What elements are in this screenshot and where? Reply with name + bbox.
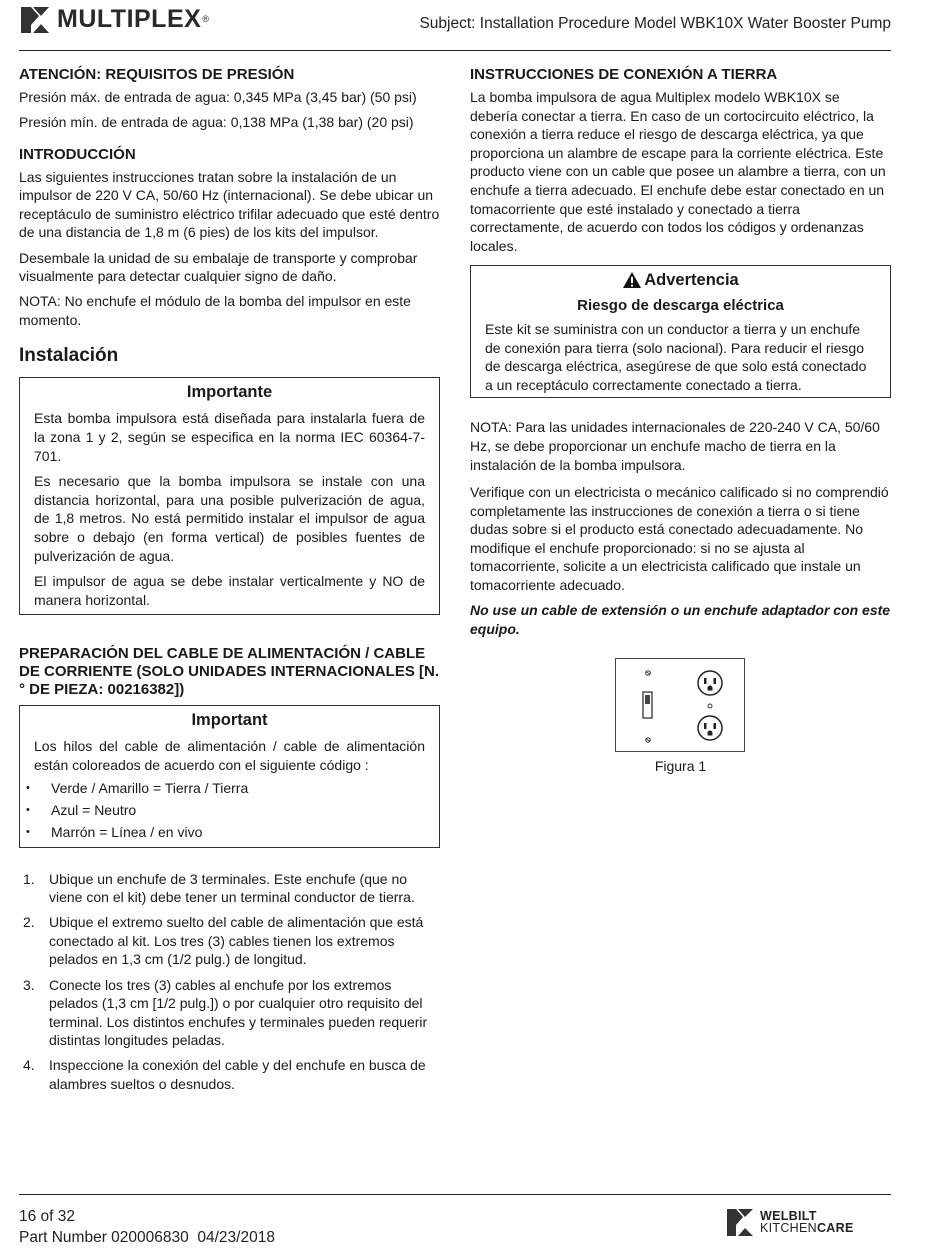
step-item (19, 913, 440, 969)
important-box (19, 377, 440, 615)
logo-line-2 (760, 1222, 854, 1235)
step-text: Inspeccione la conexión del cable y del enchufe en busca de alambres sueltos o desnudos. (49, 1057, 426, 1092)
footer-info (19, 1206, 275, 1248)
important-box-p2: Es necesario que la bomba impulsora se instale con una distancia horizontal, para una posible pulverización de agua, de 1,8 metros. No está permitido instalar el impulsor de agua sobre o debajo (en forma vertical) de posibles fuentes de pulverización de agua. (34, 473, 425, 564)
registered-mark: ® (202, 14, 209, 24)
brand-name: MULTIPLEX (57, 4, 202, 33)
warning-subtitle: Riesgo de descarga eléctrica (577, 297, 784, 315)
step-item (19, 1056, 440, 1093)
figure-caption: Figura 1 (654, 758, 707, 775)
step-number: 2. (23, 914, 35, 931)
wire-color-item: • Azul = Neutro (20, 801, 425, 820)
step-item (19, 870, 440, 907)
pressure-min: Presión mín. de entrada de agua: 0,138 MPa (1,38 bar) (20 psi) (19, 114, 414, 131)
warning-triangle-icon (622, 271, 642, 289)
intro-paragraph-1: Las siguientes instrucciones tratan sobre la instalación de un impulsor de 220 V CA, 50/60 Hz (internacional). Se debe ubicar un receptáculo de suministro eléctrico trifilar adecuado que esté dentro de una distancia de 1,8 m (6 pies) de los kits del impulsor. (19, 168, 440, 241)
part-number: Part Number 020006830 04/23/2018 (19, 1229, 275, 1246)
step-item (19, 976, 440, 1050)
warning-title-row (485, 269, 876, 291)
page-header (19, 0, 891, 51)
welbilt-logo-text (760, 1210, 854, 1235)
intro-heading: INTRODUCCIÓN (19, 145, 136, 163)
important-box-2-p1: Los hilos del cable de alimentación / cable de alimentación están coloreados de acuerdo con el siguiente código : (34, 738, 425, 773)
intro-paragraph-2: Desembale la unidad de su embalaje de transporte y comprobar visualmente para detectar cualquier signo de daño. (19, 249, 418, 285)
steps-list (19, 870, 440, 1094)
step-number: 1. (23, 870, 35, 887)
important-box-p3: El impulsor de agua se debe instalar verticalmente y NO de manera horizontal. (34, 573, 425, 608)
cable-heading: PREPARACIÓN DEL CABLE DE ALIMENTACIÓN / CABLE DE CORRIENTE (SOLO UNIDADES INTERNACIONALES [N.° DE PIEZA: 00216382]) (19, 645, 440, 699)
warning-box (470, 265, 891, 398)
ground-paragraph: La bomba impulsora de agua Multiplex modelo WBK10X se debería conectar a tierra. En caso de un cortocircuito eléctrico, la conexión a tierra reduce el riesgo de descarga eléctrica, ya que proporciona un alambre de escape para la corriente eléctrica. Este producto viene con un cable que posee un alambre a tierra, con un enchufe a tierra adecuado. El enchufe debe estar conectado en un tomacorriente que esté instalado y conectado a tierra correctamente, de acuerdo con todos los códigos y ordenanzas locales. (470, 89, 886, 254)
outlet-plate-icon (616, 659, 744, 751)
step-text: Conecte los tres (3) cables al enchufe por los extremos pelados (1,3 cm [1/2 pulg.]) o por cualquier otro requisito del terminal. Los distintos enchufes y terminales pueden requerir distintas longitudes peladas. (49, 976, 428, 1049)
step-text: Ubique el extremo suelto del cable de alimentación que está conectado al kit. Los tres (3) cables tienen los extremos pelados en 1,3 cm (1/2 pulg.) de longitud. (49, 914, 424, 968)
extension-warning: No use un cable de extensión o un enchufe adaptador con este equipo. (470, 602, 891, 637)
intro-note: NOTA: No enchufe el módulo de la bomba del impulsor en este momento. (19, 293, 411, 328)
step-text: Ubique un enchufe de 3 terminales. Este enchufe (que no viene con el kit) debe tener un terminal conductor de tierra. (49, 870, 415, 906)
international-note: NOTA: Para las unidades internacionales de 220-240 V CA, 50/60 Hz, se debe proporcionar un enchufe macho de tierra en la instalación de la bomba impulsora. (470, 419, 880, 473)
pressure-max: Presión máx. de entrada de agua: 0,345 MPa (3,45 bar) (50 psi) (19, 89, 417, 105)
important-box-2-title: Important (191, 711, 268, 730)
footer-rule (19, 1194, 891, 1195)
wire-color-list (20, 779, 425, 842)
wire-color-item: • Verde / Amarillo = Tierra / Tierra (20, 779, 425, 798)
step-number: 3. (23, 976, 35, 993)
pressure-heading: ATENCIÓN: REQUISITOS DE PRESIÓN (19, 66, 295, 83)
important-box-2 (19, 705, 440, 847)
warning-text: Este kit se suministra con un conductor a tierra y un enchufe de conexión para tierra (solo nacional). Para reducir el riesgo de descarga eléctrica, asegúrese de que solo está conectado a un receptáculo correctamente conectado a tierra. (485, 320, 867, 393)
document-subject: Subject: Installation Procedure Model WBK10X Water Booster Pump (419, 15, 891, 32)
wire-color-item: • Marrón = Línea / en vivo (20, 823, 425, 842)
right-column (470, 66, 891, 776)
multiplex-logo-icon (19, 3, 51, 35)
warning-title: Advertencia (644, 271, 739, 290)
step-number: 4. (23, 1057, 35, 1074)
verify-paragraph: Verifique con un electricista o mecánico calificado si no comprendió completamente las instrucciones de conexión a tierra o si tiene dudas sobre si el producto está conectado adecuadamente. No modifique el enchufe proporcionado: si no se ajusta al tomacorriente, solicite a un electricista calificado que instale un tomacorriente adecuado. (470, 484, 889, 594)
left-column (19, 66, 440, 1100)
important-box-title: Importante (186, 383, 273, 402)
logo-line-2a: KITCHEN (760, 1221, 817, 1235)
logo-line-2b: CARE (816, 1221, 854, 1235)
outlet-figure (615, 658, 745, 752)
page-number: 16 of 32 (19, 1208, 76, 1225)
ground-heading: INSTRUCCIONES DE CONEXIÓN A TIERRA (470, 66, 778, 83)
installation-heading: Instalación (19, 345, 119, 367)
important-box-p1: Esta bomba impulsora está diseñada para instalarla fuera de la zona 1 y 2, según se especifica en la norma IEC 60364-7-701. (34, 410, 425, 464)
welbilt-logo-icon (726, 1206, 754, 1238)
multiplex-logo (19, 2, 209, 36)
welbilt-logo (726, 1206, 854, 1238)
logo-line-1: WELBILT (760, 1208, 817, 1223)
